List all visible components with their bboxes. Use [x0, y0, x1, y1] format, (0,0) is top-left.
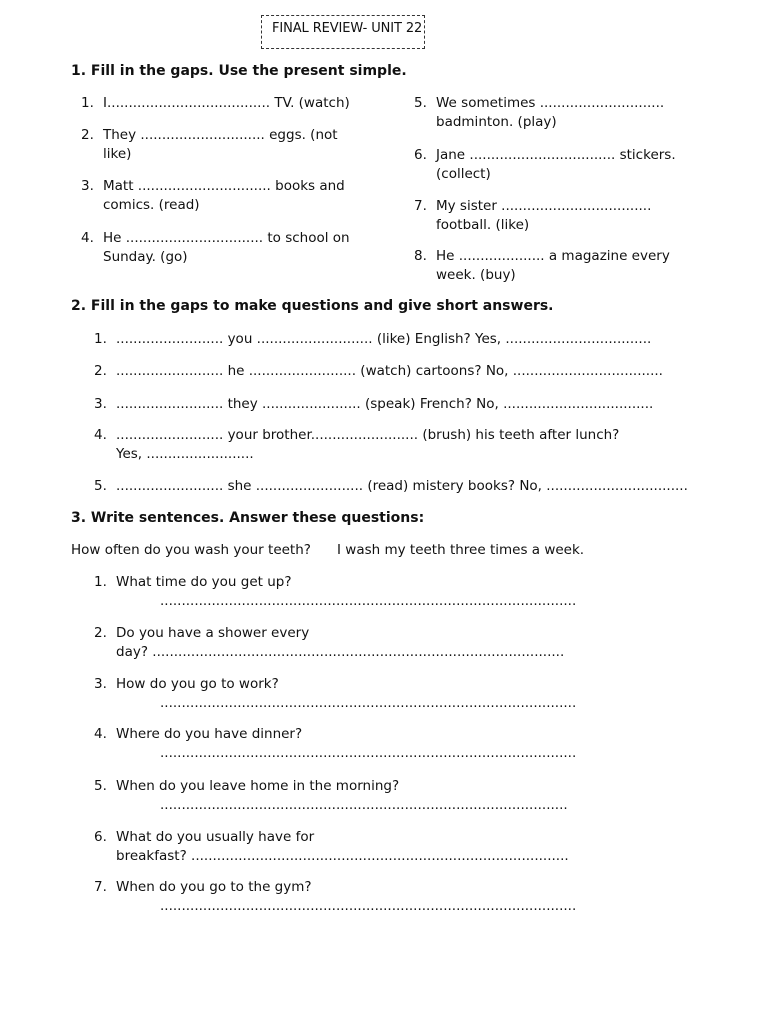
section-3-heading: 3. Write sentences. Answer these questions: — [71, 510, 425, 526]
item-text-cont: comics. (read) — [103, 197, 200, 213]
item-number: 7. — [414, 198, 427, 214]
item-number: 8. — [414, 248, 427, 264]
answer-line: day? ................................................................................................ — [116, 644, 565, 660]
item-text: ......................... she ......................... (read) mistery books? No, ................................. — [116, 478, 688, 494]
item-number: 3. — [94, 676, 107, 692]
answer-line: ................................................................................................. — [160, 593, 577, 609]
answer-line: ................................................................................................. — [160, 898, 577, 914]
answer-line: breakfast? ........................................................................................ — [116, 848, 569, 864]
answer-line: ................................................................................................. — [160, 745, 577, 761]
item-text: ......................... you ........................... (like) English? Yes, .................................. — [116, 331, 652, 347]
item-number: 7. — [94, 879, 107, 895]
item-number: 6. — [414, 147, 427, 163]
item-question: When do you go to the gym? — [116, 879, 312, 895]
item-text: ......................... they ....................... (speak) French? No, ................................... — [116, 396, 654, 412]
answer-line: ................................................................................................. — [160, 695, 577, 711]
item-number: 5. — [414, 95, 427, 111]
item-number: 2. — [81, 127, 94, 143]
item-number: 4. — [94, 427, 107, 443]
item-text-cont: football. (like) — [436, 217, 530, 233]
item-question: When do you leave home in the morning? — [116, 778, 400, 794]
item-number: 2. — [94, 363, 107, 379]
item-question: What time do you get up? — [116, 574, 292, 590]
item-question: What do you usually have for — [116, 829, 315, 845]
item-number: 3. — [81, 178, 94, 194]
answer-line: ............................................................................................... — [160, 797, 568, 813]
item-text: ......................... he ......................... (watch) cartoons? No, ................................... — [116, 363, 663, 379]
item-number: 2. — [94, 625, 107, 641]
item-text: They ............................. eggs. (not — [103, 127, 338, 143]
item-text: My sister ................................... — [436, 198, 652, 214]
item-text: ......................... your brother......................... (brush) his teeth after lunch? — [116, 427, 620, 443]
item-text-cont: badminton. (play) — [436, 114, 557, 130]
item-text: Jane .................................. stickers. — [436, 147, 676, 163]
example-question: How often do you wash your teeth? — [71, 542, 311, 558]
section-2-heading: 2. Fill in the gaps to make questions and give short answers. — [71, 298, 554, 314]
item-number: 4. — [94, 726, 107, 742]
item-number: 3. — [94, 396, 107, 412]
item-text: He .................... a magazine every — [436, 248, 670, 264]
item-number: 5. — [94, 778, 107, 794]
item-question: How do you go to work? — [116, 676, 279, 692]
section-1-heading: 1. Fill in the gaps. Use the present simple. — [71, 63, 407, 79]
item-question: Do you have a shower every — [116, 625, 310, 641]
item-text-cont: week. (buy) — [436, 267, 516, 283]
item-question: Where do you have dinner? — [116, 726, 303, 742]
item-number: 6. — [94, 829, 107, 845]
item-text: Matt ............................... books and — [103, 178, 345, 194]
item-number: 1. — [94, 331, 107, 347]
item-number: 4. — [81, 230, 94, 246]
item-text-cont: like) — [103, 146, 132, 162]
item-text-cont: Sunday. (go) — [103, 249, 188, 265]
item-text-cont: (collect) — [436, 166, 491, 182]
item-text: We sometimes ............................. — [436, 95, 665, 111]
item-number: 1. — [81, 95, 94, 111]
item-number: 1. — [94, 574, 107, 590]
item-text: He ................................ to school on — [103, 230, 350, 246]
item-text: I...................................... TV. (watch) — [103, 95, 350, 111]
item-text-cont: Yes, ......................... — [116, 446, 254, 462]
worksheet-title-box — [261, 15, 425, 49]
example-answer: I wash my teeth three times a week. — [337, 542, 585, 558]
item-number: 5. — [94, 478, 107, 494]
worksheet-title: FINAL REVIEW- UNIT 22 — [272, 21, 423, 36]
